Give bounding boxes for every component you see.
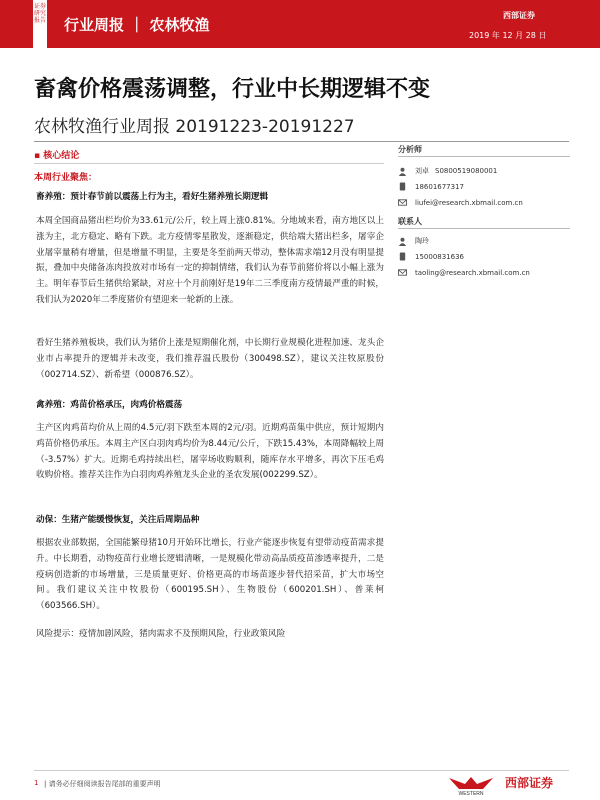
title-divider [34,141,569,142]
poultry-heading: 禽养殖：鸡苗价格承压，肉鸡价格震荡 [36,400,183,410]
analyst-phone-row [398,182,464,191]
pig-heading: 畜养殖：预计春节前以震荡上行为主，看好生猪养殖长期逻辑 [36,192,269,202]
risk-warning: 风险提示：疫情加剧风险，猪肉需求不及预期风险，行业政策风险 [36,629,286,639]
western-logo-icon [445,774,497,796]
person-icon [398,237,407,246]
contact-divider [398,228,570,229]
analyst-email-row [398,198,523,207]
analyst-heading: 分析师 [398,145,422,154]
poultry-paragraph: 主产区肉鸡苗均价从上周的4.5元/羽下跌至本周的2元/羽。近期鸡苗集中供应，预计短期内鸡苗价格仍承压。本周主产区白羽肉鸡均价为8.44元/公斤，下跌15.43%，本周降幅较上周（-3.57%）扩大。近期毛鸡持续出栏，屠宰场收购顺利，随库存水平增多，再次下压毛鸡收购价格。推荐关注作为白羽肉鸡养殖龙头企业的圣农发展(002299.SZ）。 [36,423,384,481]
email-icon [398,198,407,207]
contact-name: 陶玲 [415,237,429,245]
report-subtitle: 农林牧渔行业周报 20191223-20191227 [34,117,355,137]
pig-paragraph: 本周全国商品猪出栏均价为33.61元/公斤，较上周上涨0.81%。分地域来看，南方地区以上涨为主，北方稳定、略有下跌。北方疫情零星散发，逐渐稳定，供给端大猪出栏多，屠宰企业屠宰量稍有增量，但是增量不明显，主要是冬至前两天带动，整体需求端12月没有明显提振，叠加中央储备冻肉投放对市场有一定的抑制情绪，我们认为春节前猪价将以小幅上涨为主。明年春节后生猪供给紧缺，对应十个月前刚好是19年二三季度南方疫情最严重的时候，我们认为2020年二季度猪价有望迎来一轮新的上涨。 [36,216,384,305]
logo-mark-text: WESTERN [458,791,484,796]
section-heading: ▪ 核心结论 [34,151,80,161]
analyst-license: S0800519080001 [435,167,498,175]
analyst-name: 刘卓 [415,167,429,175]
contact-email-row [398,268,530,277]
report-type-tag: 证券研究报告 [33,0,47,48]
bullet-icon: ▪ [34,151,44,161]
contact-name-row [398,236,429,246]
contact-phone-row [398,252,464,261]
analyst-phone: 18601677317 [415,182,464,191]
footer-divider [34,770,569,771]
contact-heading: 联系人 [398,217,422,226]
header-title: 行业周报 ｜ 农林牧渔 [64,16,210,34]
footer-logo-text: 西部证券 [505,776,554,790]
email-icon [398,268,407,277]
report-title: 畜禽价格震荡调整，行业中长期逻辑不变 [34,77,431,102]
section-divider [34,163,384,164]
page-number: 1 [34,779,39,787]
contact-phone: 15000831636 [415,252,464,261]
header-brand: 西部证券 [503,11,535,20]
animal-health-paragraph: 根据农业部数据，全国能繁母猪10月开始环比增长，行业产能逐步恢复有望带动疫苗需求提升。中长期看，动物疫苗行业增长逻辑清晰，一是规模化带动高品质疫苗渗透率提升，二是疫病创造新的市场增量，三是质量更好、价格更高的市场苗逐步替代招采苗，扩大市场空间。我们建议关注中牧股份（600195.SH）、生物股份（600201.SH）、普莱柯（603566.SH）。 [36,538,384,612]
pig-recommend-paragraph: 看好生猪养殖板块，我们认为猪价上涨是短期催化剂，中长期行业规模化进程加速、龙头企业市占率提升的逻辑并未改变，我们推荐温氏股份（300498.SZ），建议关注牧原股份（002714.SZ）、新希望（000876.SZ）。 [36,338,384,380]
analyst-name-row [398,166,497,176]
animal-health-heading: 动保：生猪产能缓慢恢复，关注后周期品种 [36,515,200,525]
phone-icon [398,252,407,261]
contact-email[interactable]: taoling@research.xbmail.com.cn [415,268,530,277]
focus-heading: 本周行业聚焦： [34,173,98,183]
analyst-email[interactable]: liufei@research.xbmail.com.cn [415,198,523,207]
report-date: 2019 年 12 月 28 日 [469,31,547,40]
person-icon [398,167,407,176]
phone-icon [398,182,407,191]
analyst-divider [398,156,570,157]
footer-disclaimer: | 请务必仔细阅读报告尾部的重要声明 [44,780,161,788]
